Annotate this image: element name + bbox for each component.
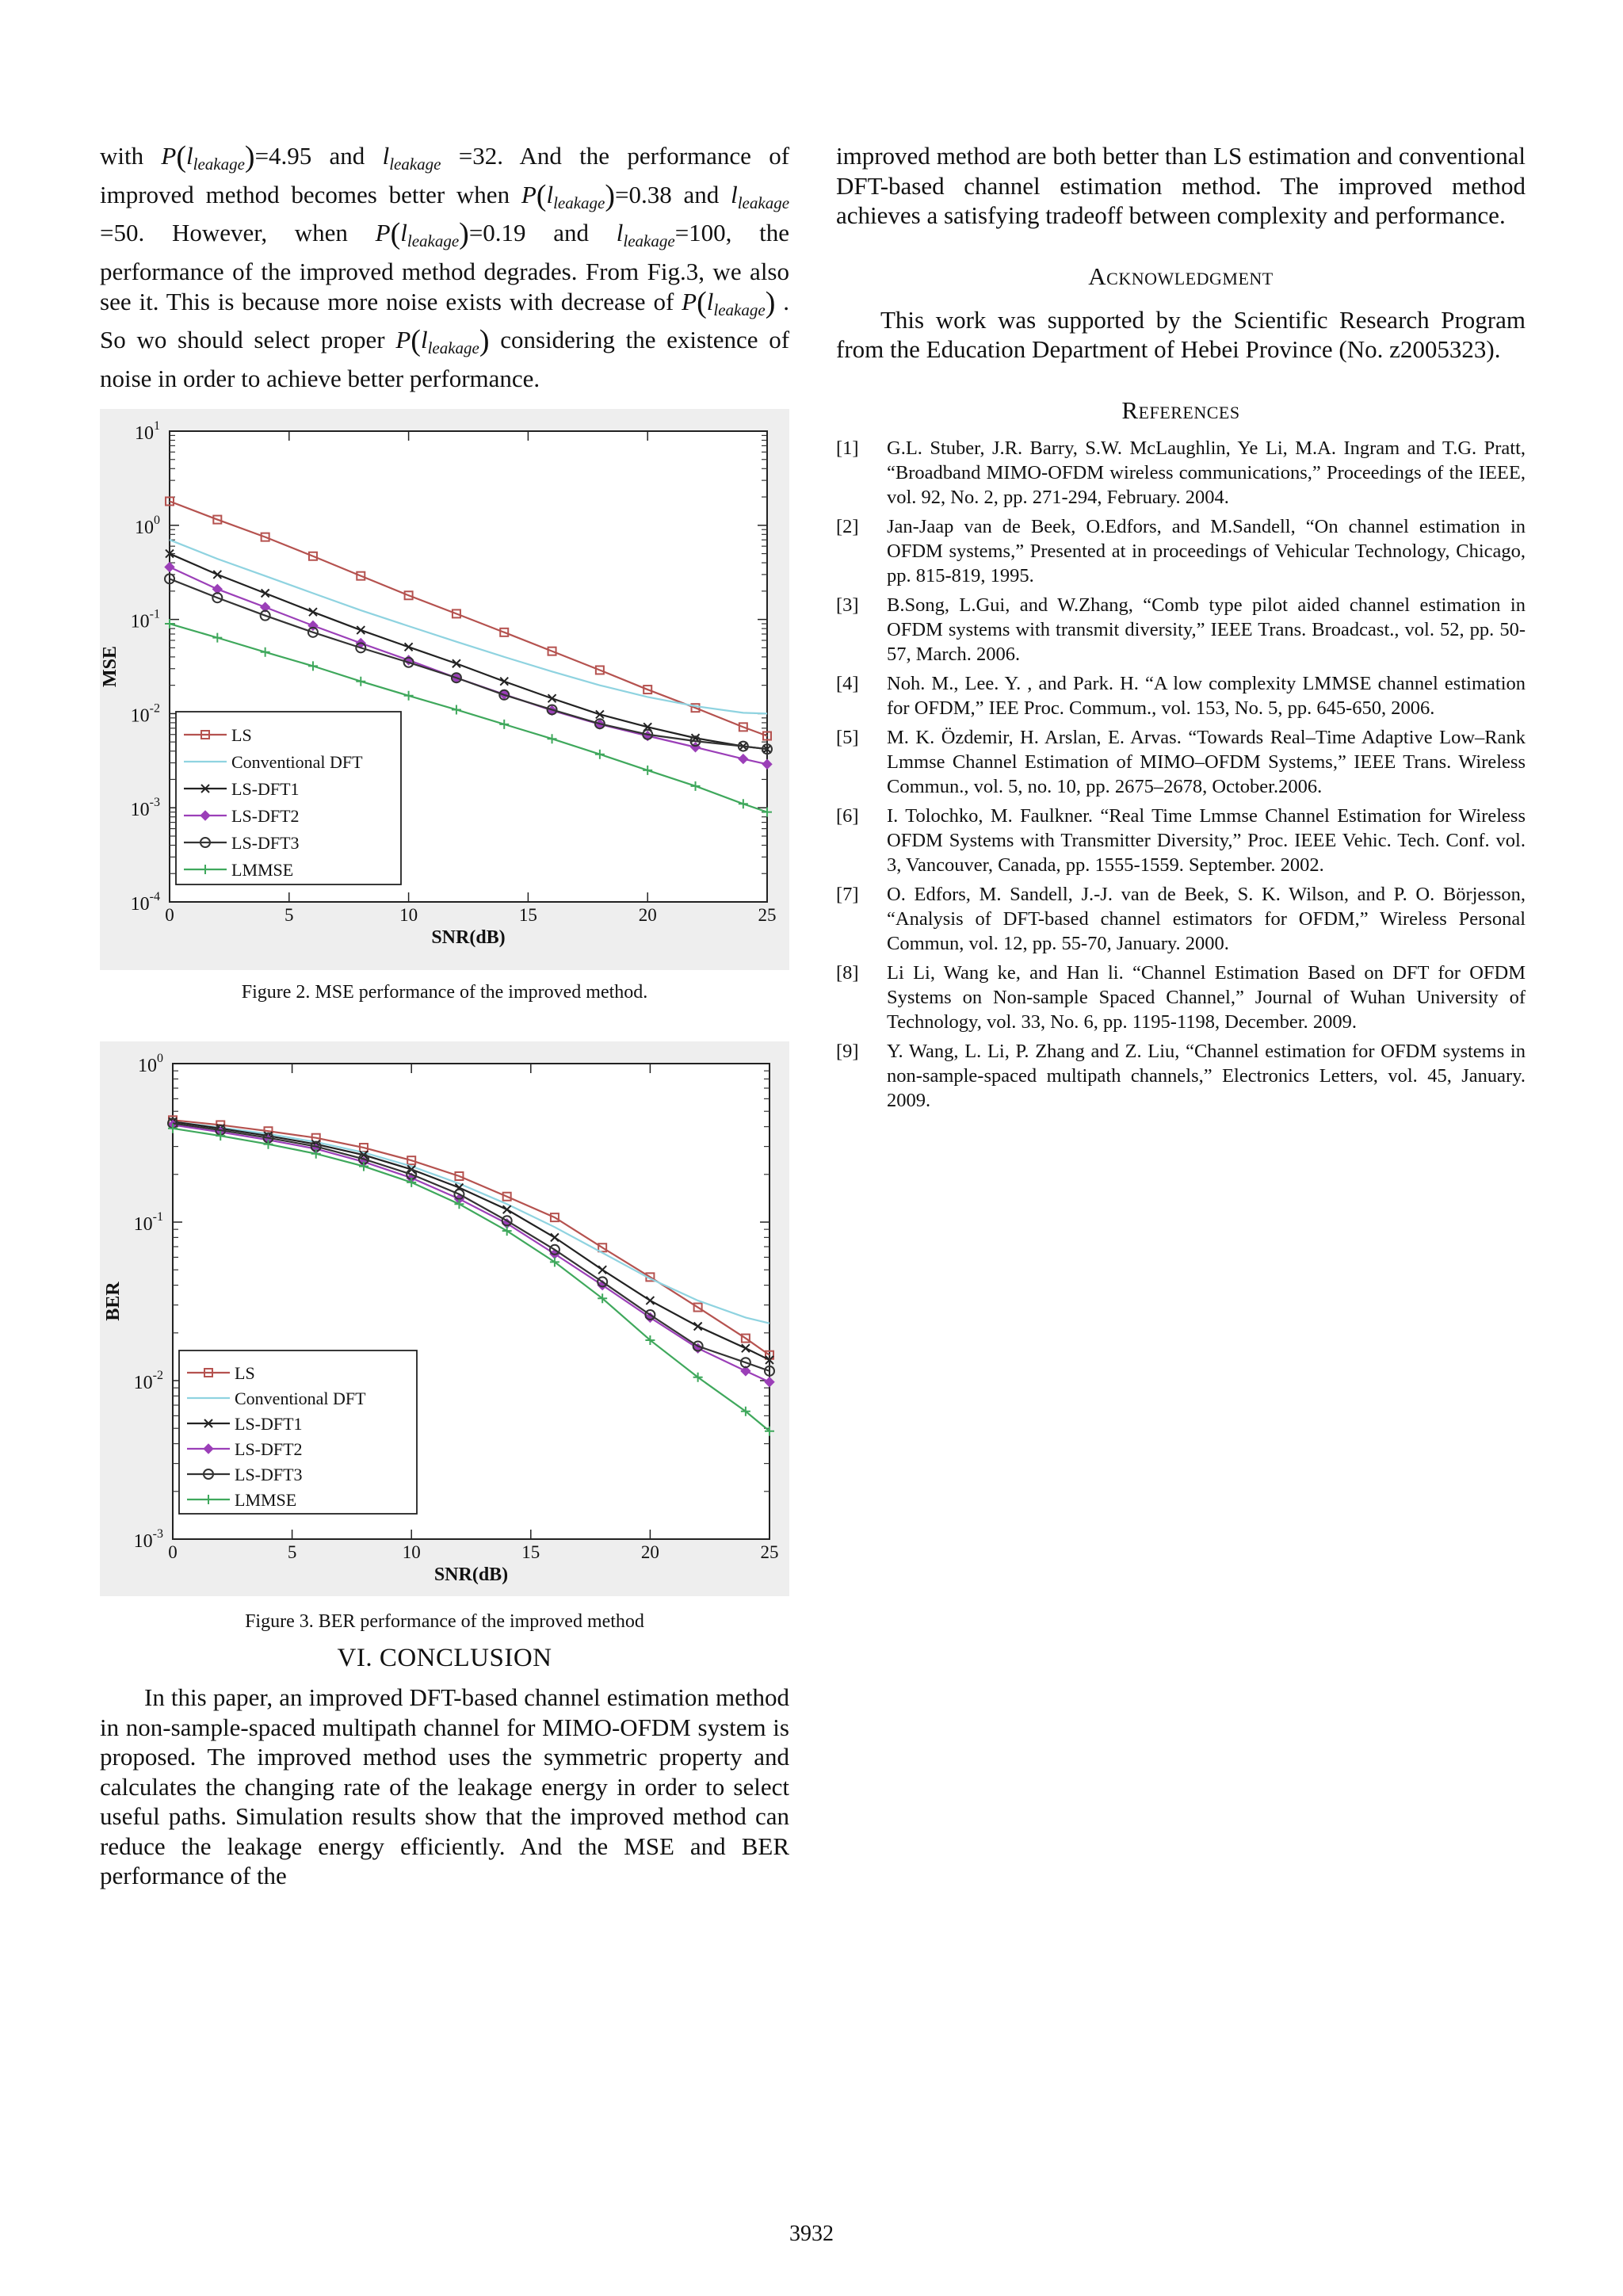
y-tick-label: $10^0$ [138,1052,163,1077]
reference-text: B.Song, L.Gui, and W.Zhang, “Comb type pilot aided channel estimation in OFDM systems with transmit diversity,” IEEE Trans. Broadcast., vol. 52, pp. 50-57, March. 2006. [887,594,1526,665]
reference-item [836,671,1526,720]
x-tick-label: 20 [638,905,657,926]
figure-2-caption: Figure 2. MSE performance of the improved method. [241,982,648,1003]
right-column [836,141,1526,1117]
x-tick-label: 10 [402,1542,421,1563]
figure-3-caption: Figure 3. BER performance of the improved method [245,1611,644,1633]
y-tick-label: $10^{-1}$ [133,1210,163,1236]
reference-number: [3] [836,594,859,616]
legend-label: LS-DFT2 [235,1439,303,1460]
page-number: 3932 [789,2222,834,2246]
legend-label: LS-DFT3 [231,833,300,854]
reference-text: Noh. M., Lee. Y. , and Park. H. “A low complexity LMMSE channel estimation for OFDM,” IEE Proc. Commum., vol. 153, No. 5, pp. 645-650, 2006. [887,672,1526,719]
reference-text: Jan-Jaap van de Beek, O.Edfors, and M.Sandell, “On channel estimation in OFDM systems,” Presented at in proceedings of Vehicular Technology, Chicago, pp. 815-819, 1995. [887,515,1526,586]
legend-label: Conventional DFT [231,752,363,773]
y-tick-label: $10^{-1}$ [130,608,160,633]
reference-item [836,882,1526,956]
reference-text: Y. Wang, L. Li, P. Zhang and Z. Liu, “Channel estimation for OFDM systems in non-sample-spaced multipath channels,” Electronics Letters, vol. 45, January. 2009. [887,1040,1526,1111]
legend-label: LS [231,725,252,746]
reference-number: [8] [836,961,859,984]
x-tick-label: 25 [758,905,777,926]
reference-item [836,804,1526,877]
reference-text: O. Edfors, M. Sandell, J.-J. van de Beek, S. K. Wilson, and P. O. Börjesson, “Analysis of DFT-based channel estimators for OFDM,” Wireless Personal Commun, vol. 12, pp. 55-70, January. 2000. [887,883,1526,954]
reference-item [836,725,1526,799]
reference-number: [6] [836,804,859,827]
y-tick-label: $10^{-2}$ [130,701,160,727]
y-tick-label: $10^1$ [135,419,160,445]
legend-label: LMMSE [235,1490,297,1511]
reference-item [836,436,1526,510]
reference-item [836,593,1526,667]
figure-2 [100,409,789,1003]
legend-label: LS-DFT1 [231,779,300,800]
x-tick-label: 5 [285,905,294,926]
x-tick-label: 15 [518,905,537,926]
references-heading: References [1121,395,1240,424]
x-tick-label: 25 [760,1542,779,1563]
mse-chart [100,409,789,970]
acknowledgment-heading: Acknowledgment [1088,262,1274,290]
y-tick-label: $10^{-3}$ [130,796,160,821]
reference-number: [1] [836,437,859,459]
y-tick-label: $10^{-2}$ [133,1369,163,1394]
reference-number: [7] [836,883,859,905]
legend-label: LS [235,1363,255,1384]
legend-label: Conventional DFT [235,1389,366,1409]
legend-label: LS-DFT1 [235,1414,303,1435]
acknowledgment-paragraph: This work was supported by the Scientific Research Program from the Education Department of Hebei Province (No. z2005323). [836,305,1526,363]
reference-text: G.L. Stuber, J.R. Barry, S.W. McLaughlin, Ye Li, M.A. Ingram and T.G. Pratt, “Broadband MIMO-OFDM wireless communications,” Proceedings of the IEEE, vol. 92, No. 2, pp. 271-294, February. 2004. [887,437,1526,508]
x-tick-label: 5 [287,1542,297,1563]
figure-3 [100,1041,789,1633]
x-tick-label: 0 [168,1542,178,1563]
y-axis-label: BER [103,1282,124,1322]
reference-number: [4] [836,672,859,694]
left-column [100,141,789,1891]
x-tick-label: 0 [165,905,174,926]
chart-legend [179,1350,417,1514]
legend-label: LMMSE [231,860,294,881]
ber-chart [100,1041,789,1596]
reference-item [836,1039,1526,1113]
x-axis-label: SNR(dB) [431,927,506,949]
x-tick-label: 15 [521,1542,540,1563]
reference-list [836,436,1526,1113]
chart-legend [176,712,401,884]
y-tick-label: $10^{-3}$ [133,1527,163,1553]
reference-item [836,961,1526,1034]
x-tick-label: 10 [399,905,418,926]
reference-number: [5] [836,726,859,748]
reference-text: I. Tolochko, M. Faulkner. “Real Time Lmmse Channel Estimation for Wireless OFDM Systems with Transmitter Diversity,” Proc. IEEE Vehic. Tech. Conf. vol. 3, Vancouver, Canada, pp. 1555-1559. September. 2002. [887,804,1526,876]
x-axis-label: SNR(dB) [433,1564,509,1586]
y-tick-label: $10^0$ [135,514,160,539]
y-tick-label: $10^{-4}$ [130,890,160,915]
conclusion-paragraph: In this paper, an improved DFT-based channel estimation method in non-sample-spaced multipath channel for MIMO-OFDM system is proposed. The improved method uses the symmetric property and calculates the changing rate of the leakage energy in order to select useful paths. Simulation results show that the improved method can reduce the leakage energy efficiently. And the MSE and BER performance of the [100,1683,789,1890]
continuation-paragraph: improved method are both better than LS estimation and conventional DFT-based channel estimation method. The improved method achieves a satisfying tradeoff between complexity and performance. [836,142,1526,229]
y-axis-label: MSE [100,646,120,688]
reference-text: Li Li, Wang ke, and Han li. “Channel Estimation Based on DFT for OFDM Systems on Non-sample Spaced Channel,” Journal of Wuhan University of Technology, vol. 33, No. 6, pp. 1195-1198, December. 2009. [887,961,1526,1033]
x-tick-label: 20 [640,1542,659,1563]
legend-label: LS-DFT3 [235,1465,303,1485]
reference-number: [2] [836,515,859,537]
reference-text: M. K. Özdemir, H. Arslan, E. Arvas. “Towards Real–Time Adaptive Low–Rank Lmmse Channel Estimation of MIMO–OFDM Systems,” IEEE Trans. Wireless Commun., vol. 5, no. 10, pp. 2675–2678, October.2006. [887,726,1526,797]
reference-number: [9] [836,1040,859,1062]
conclusion-heading: VI. CONCLUSION [337,1644,552,1673]
intro-paragraph: with $P(l_{leakage})=4.95$ and $l_{leakage} =32$. And the performance of improved method becomes better when $P(l_{leakage})=0.38$ and $l_{leakage} =50$. However, when $P(l_{leakage})=0.19$ and $l_{leakage}=100$, the performance of the improved method degrades. From Fig.3, we also see it. This is because more noise exists with decrease of $P(l_{leakage})$ . So wo should select proper $P(l_{leakage})$ considering the existence of noise in order to achieve better performance. [100,140,790,392]
reference-item [836,514,1526,588]
legend-label: LS-DFT2 [231,806,300,827]
